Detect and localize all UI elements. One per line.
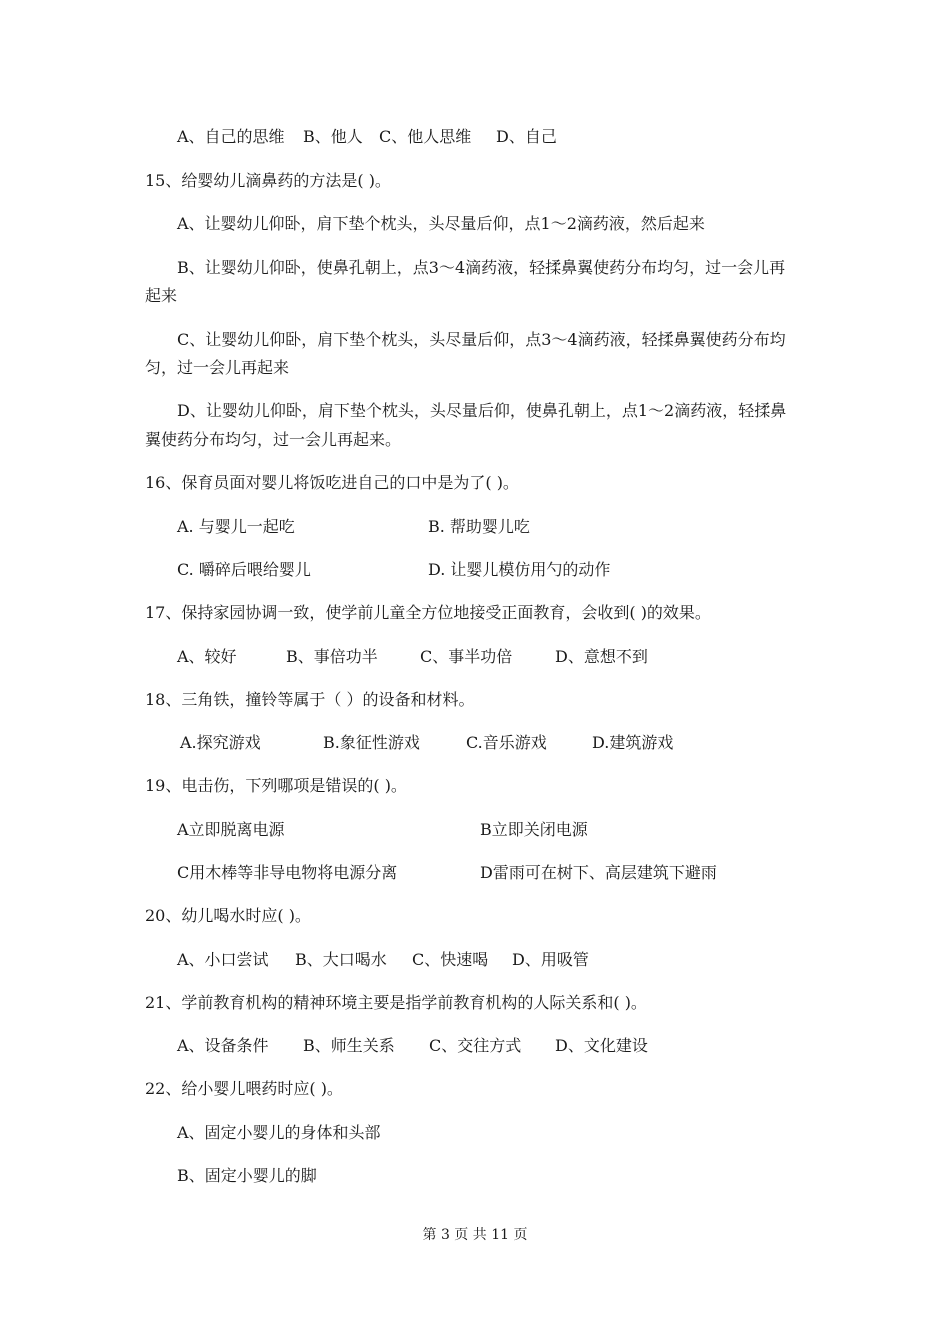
option-b: B、固定小婴儿的脚 [177, 1166, 317, 1185]
option-d-line1: D、让婴幼儿仰卧，肩下垫个枕头，头尽量后仰，使鼻孔朝上，点1～2滴药液，轻揉鼻 [177, 401, 787, 420]
option-a: A、自己的思维 [177, 127, 285, 146]
option-d: D. 让婴儿模仿用勺的动作 [428, 560, 611, 579]
option-b: B.象征性游戏 [323, 733, 420, 752]
option-b: B、师生关系 [303, 1036, 395, 1055]
option-d: D雷雨可在树下、高层建筑下避雨 [480, 863, 717, 882]
option-c: C、快速喝 [412, 950, 489, 969]
question-20-text: 20、幼儿喝水时应( )。 [145, 906, 311, 925]
option-b: B、事倍功半 [286, 647, 378, 666]
option-d: D.建筑游戏 [592, 733, 674, 752]
question-21-text: 21、学前教育机构的精神环境主要是指学前教育机构的人际关系和( )。 [145, 993, 647, 1012]
option-d: D、自己 [496, 127, 557, 146]
option-a: A、小口尝试 [177, 950, 269, 969]
option-a: A、让婴幼儿仰卧，肩下垫个枕头，头尽量后仰，点1～2滴药液，然后起来 [177, 214, 705, 233]
option-d: D、文化建设 [555, 1036, 648, 1055]
question-19-text: 19、电击伤，下列哪项是错误的( )。 [145, 776, 407, 795]
option-c-line1: C、让婴幼儿仰卧，肩下垫个枕头，头尽量后仰，点3～4滴药液，轻揉鼻翼使药分布均 [177, 330, 786, 349]
option-b-line1: B、让婴幼儿仰卧，使鼻孔朝上，点3～4滴药液，轻揉鼻翼使药分布均匀，过一会儿再 [177, 258, 786, 277]
option-b: B、他人 [303, 127, 363, 146]
question-22-text: 22、给小婴儿喂药时应( )。 [145, 1079, 343, 1098]
option-c: C、事半功倍 [420, 647, 513, 666]
option-c: C、交往方式 [429, 1036, 522, 1055]
option-c: C、他人思维 [379, 127, 472, 146]
page-footer: 第 3 页 共 11 页 [422, 1227, 528, 1243]
option-b-line2: 起来 [145, 286, 178, 305]
option-a: A、较好 [177, 647, 237, 666]
option-a: A立即脱离电源 [177, 820, 285, 839]
option-b: B. 帮助婴儿吃 [428, 517, 530, 536]
question-16-text: 16、保育员面对婴儿将饭吃进自己的口中是为了( )。 [145, 473, 519, 492]
option-c: C用木棒等非导电物将电源分离 [177, 863, 398, 882]
option-a: A、固定小婴儿的身体和头部 [177, 1123, 381, 1142]
option-c: C.音乐游戏 [466, 733, 547, 752]
option-d: D、意想不到 [555, 647, 648, 666]
option-c: C. 嚼碎后喂给婴儿 [177, 560, 311, 579]
option-a: A. 与婴儿一起吃 [177, 517, 295, 536]
question-17-text: 17、保持家园协调一致，使学前儿童全方位地接受正面教育，会收到( )的效果。 [145, 603, 711, 622]
option-a: A.探究游戏 [180, 733, 261, 752]
question-18-text: 18、三角铁，撞铃等属于（ ）的设备和材料。 [145, 690, 475, 709]
option-c-line2: 匀，过一会儿再起来 [145, 358, 290, 377]
question-15-text: 15、给婴幼儿滴鼻药的方法是( )。 [145, 171, 391, 190]
option-a: A、设备条件 [177, 1036, 269, 1055]
option-b: B立即关闭电源 [480, 820, 588, 839]
option-d: D、用吸管 [512, 950, 589, 969]
option-d-line2: 翼使药分布均匀，过一会儿再起来。 [145, 430, 402, 449]
option-b: B、大口喝水 [295, 950, 387, 969]
